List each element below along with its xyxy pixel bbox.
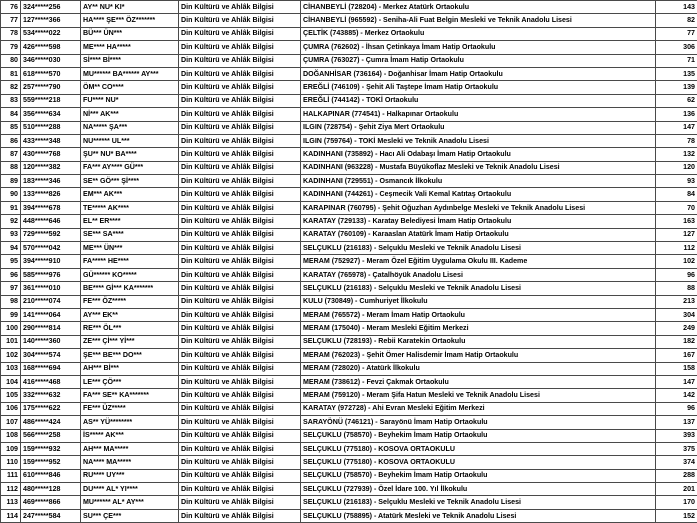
cell-count[interactable]: 375 [656, 442, 697, 455]
cell-subject[interactable]: Din Kültürü ve Ahlâk Bilgisi [179, 349, 301, 362]
cell-row-number[interactable]: 100 [1, 322, 21, 335]
cell-subject[interactable]: Din Kültürü ve Ahlâk Bilgisi [179, 295, 301, 308]
cell-subject[interactable]: Din Kültürü ve Ahlâk Bilgisi [179, 1, 301, 14]
cell-row-number[interactable]: 87 [1, 148, 21, 161]
cell-subject[interactable]: Din Kültürü ve Ahlâk Bilgisi [179, 456, 301, 469]
cell-subject[interactable]: Din Kültürü ve Ahlâk Bilgisi [179, 108, 301, 121]
cell-count[interactable]: 127 [656, 228, 697, 241]
cell-subject[interactable]: Din Kültürü ve Ahlâk Bilgisi [179, 41, 301, 54]
cell-subject[interactable]: Din Kültürü ve Ahlâk Bilgisi [179, 94, 301, 107]
cell-count[interactable]: 62 [656, 94, 697, 107]
cell-student-id[interactable]: 559*****218 [21, 94, 81, 107]
table-row[interactable] [1, 1, 697, 14]
cell-row-number[interactable]: 93 [1, 228, 21, 241]
cell-school[interactable]: DOĞANHİSAR (736164) - Doğanhisar İmam Hatip Ortaokulu [301, 67, 656, 80]
cell-student-id[interactable]: 304*****574 [21, 349, 81, 362]
cell-student-name[interactable]: ŞU** NU* BA**** [81, 148, 179, 161]
cell-school[interactable]: CİHANBEYLİ (965592) - Seniha-Ali Fuat Belgin Mesleki ve Teknik Anadolu Lisesi [301, 14, 656, 27]
cell-subject[interactable]: Din Kültürü ve Ahlâk Bilgisi [179, 509, 301, 522]
cell-count[interactable]: 163 [656, 215, 697, 228]
cell-student-name[interactable]: NU****** UL*** [81, 134, 179, 147]
cell-subject[interactable]: Din Kültürü ve Ahlâk Bilgisi [179, 175, 301, 188]
cell-subject[interactable]: Din Kültürü ve Ahlâk Bilgisi [179, 268, 301, 281]
cell-student-name[interactable]: EM*** AK*** [81, 188, 179, 201]
cell-student-name[interactable]: AY*** EK** [81, 308, 179, 321]
table-body [1, 1, 697, 523]
cell-school[interactable]: ÇUMRA (763027) - Çumra İmam Hatip Ortaokulu [301, 54, 656, 67]
cell-subject[interactable]: Din Kültürü ve Ahlâk Bilgisi [179, 442, 301, 455]
cell-student-name[interactable]: ZE*** Çİ*** Yİ*** [81, 335, 179, 348]
cell-school[interactable]: MERAM (752927) - Meram Özel Eğitim Uygulama Okulu III. Kademe [301, 255, 656, 268]
cell-count[interactable]: 136 [656, 108, 697, 121]
cell-count[interactable]: 102 [656, 255, 697, 268]
cell-student-id[interactable]: 534*****022 [21, 27, 81, 40]
table-row[interactable] [1, 362, 697, 375]
cell-subject[interactable]: Din Kültürü ve Ahlâk Bilgisi [179, 429, 301, 442]
cell-subject[interactable]: Din Kültürü ve Ahlâk Bilgisi [179, 228, 301, 241]
table-row[interactable] [1, 389, 697, 402]
table-row[interactable] [1, 148, 697, 161]
cell-student-name[interactable]: SU*** ÇE*** [81, 509, 179, 522]
cell-count[interactable]: 288 [656, 469, 697, 482]
cell-row-number[interactable]: 108 [1, 429, 21, 442]
cell-row-number[interactable]: 113 [1, 496, 21, 509]
cell-subject[interactable]: Din Kültürü ve Ahlâk Bilgisi [179, 483, 301, 496]
cell-subject[interactable]: Din Kültürü ve Ahlâk Bilgisi [179, 308, 301, 321]
cell-student-id[interactable]: 566*****258 [21, 429, 81, 442]
cell-student-id[interactable]: 426*****598 [21, 41, 81, 54]
table-row[interactable] [1, 282, 697, 295]
cell-row-number[interactable]: 107 [1, 416, 21, 429]
cell-subject[interactable]: Din Kültürü ve Ahlâk Bilgisi [179, 67, 301, 80]
cell-student-id[interactable]: 361*****010 [21, 282, 81, 295]
cell-student-name[interactable]: AH*** Bİ*** [81, 362, 179, 375]
cell-student-id[interactable]: 120*****382 [21, 161, 81, 174]
cell-subject[interactable]: Din Kültürü ve Ahlâk Bilgisi [179, 389, 301, 402]
cell-student-id[interactable]: 585*****976 [21, 268, 81, 281]
cell-student-id[interactable]: 448*****646 [21, 215, 81, 228]
cell-student-id[interactable]: 140*****360 [21, 335, 81, 348]
cell-row-number[interactable]: 81 [1, 67, 21, 80]
cell-count[interactable]: 374 [656, 456, 697, 469]
cell-student-name[interactable]: LE*** ÇÖ*** [81, 375, 179, 388]
cell-school[interactable]: SELÇUKLU (727939) - Özel İdare 100. Yıl İlkokulu [301, 483, 656, 496]
cell-subject[interactable]: Din Kültürü ve Ahlâk Bilgisi [179, 282, 301, 295]
cell-student-id[interactable]: 332*****632 [21, 389, 81, 402]
cell-school[interactable]: SELÇUKLU (216183) - Selçuklu Mesleki ve Teknik Anadolu Lisesi [301, 282, 656, 295]
cell-student-id[interactable]: 141*****064 [21, 308, 81, 321]
cell-subject[interactable]: Din Kültürü ve Ahlâk Bilgisi [179, 416, 301, 429]
cell-student-name[interactable]: FA*** SE** KA******* [81, 389, 179, 402]
cell-row-number[interactable]: 114 [1, 509, 21, 522]
cell-count[interactable]: 93 [656, 175, 697, 188]
cell-student-id[interactable]: 394*****678 [21, 201, 81, 214]
cell-row-number[interactable]: 95 [1, 255, 21, 268]
cell-student-id[interactable]: 247*****584 [21, 509, 81, 522]
cell-school[interactable]: KARATAY (765978) - Çatalhöyük Anadolu Lisesi [301, 268, 656, 281]
cell-student-name[interactable]: SE*** SA**** [81, 228, 179, 241]
cell-school[interactable]: KARATAY (760109) - Karaaslan Atatürk İmam Hatip Ortaokulu [301, 228, 656, 241]
table-row[interactable] [1, 335, 697, 348]
cell-row-number[interactable]: 94 [1, 242, 21, 255]
cell-student-id[interactable]: 356*****634 [21, 108, 81, 121]
cell-count[interactable]: 147 [656, 375, 697, 388]
table-row[interactable] [1, 322, 697, 335]
cell-student-id[interactable]: 430*****768 [21, 148, 81, 161]
cell-student-name[interactable]: İS***** AK*** [81, 429, 179, 442]
cell-count[interactable]: 152 [656, 509, 697, 522]
cell-row-number[interactable]: 86 [1, 134, 21, 147]
cell-count[interactable]: 137 [656, 416, 697, 429]
cell-student-name[interactable]: NA**** MA***** [81, 456, 179, 469]
table-row[interactable] [1, 121, 697, 134]
cell-subject[interactable]: Din Kültürü ve Ahlâk Bilgisi [179, 188, 301, 201]
cell-row-number[interactable]: 77 [1, 14, 21, 27]
table-row[interactable] [1, 255, 697, 268]
cell-subject[interactable]: Din Kültürü ve Ahlâk Bilgisi [179, 496, 301, 509]
cell-student-name[interactable]: FU**** NU* [81, 94, 179, 107]
cell-student-id[interactable]: 433*****348 [21, 134, 81, 147]
cell-school[interactable]: SELÇUKLU (216183) - Selçuklu Mesleki ve Teknik Anadolu Lisesi [301, 496, 656, 509]
cell-row-number[interactable]: 92 [1, 215, 21, 228]
cell-row-number[interactable]: 99 [1, 308, 21, 321]
cell-student-id[interactable]: 469*****866 [21, 496, 81, 509]
cell-row-number[interactable]: 89 [1, 175, 21, 188]
table-row[interactable] [1, 416, 697, 429]
cell-subject[interactable]: Din Kültürü ve Ahlâk Bilgisi [179, 54, 301, 67]
cell-subject[interactable]: Din Kültürü ve Ahlâk Bilgisi [179, 335, 301, 348]
cell-student-id[interactable]: 416*****468 [21, 375, 81, 388]
cell-subject[interactable]: Din Kültürü ve Ahlâk Bilgisi [179, 81, 301, 94]
cell-row-number[interactable]: 84 [1, 108, 21, 121]
cell-school[interactable]: KADINHANI (744261) - Ceşmecik Vali Kemal Katıtaş Ortaokulu [301, 188, 656, 201]
cell-row-number[interactable]: 88 [1, 161, 21, 174]
table-row[interactable] [1, 27, 697, 40]
cell-count[interactable]: 88 [656, 282, 697, 295]
cell-student-id[interactable]: 210*****074 [21, 295, 81, 308]
cell-student-id[interactable]: 510*****288 [21, 121, 81, 134]
cell-row-number[interactable]: 105 [1, 389, 21, 402]
table-row[interactable] [1, 54, 697, 67]
cell-row-number[interactable]: 109 [1, 442, 21, 455]
cell-count[interactable]: 139 [656, 81, 697, 94]
cell-subject[interactable]: Din Kültürü ve Ahlâk Bilgisi [179, 215, 301, 228]
cell-subject[interactable]: Din Kültürü ve Ahlâk Bilgisi [179, 242, 301, 255]
cell-school[interactable]: SELÇUKLU (216183) - Selçuklu Mesleki ve Teknik Anadolu Lisesi [301, 242, 656, 255]
cell-count[interactable]: 112 [656, 242, 697, 255]
cell-student-name[interactable]: AS** YÜ******** [81, 416, 179, 429]
cell-student-name[interactable]: Sİ**** Bİ**** [81, 54, 179, 67]
cell-subject[interactable]: Din Kültürü ve Ahlâk Bilgisi [179, 322, 301, 335]
cell-school[interactable]: ÇUMRA (762602) - İhsan Çetinkaya İmam Hatip Ortaokulu [301, 41, 656, 54]
table-row[interactable] [1, 429, 697, 442]
cell-student-id[interactable]: 290*****814 [21, 322, 81, 335]
table-row[interactable] [1, 509, 697, 522]
cell-student-id[interactable]: 168*****694 [21, 362, 81, 375]
cell-count[interactable]: 132 [656, 148, 697, 161]
cell-student-id[interactable]: 346*****030 [21, 54, 81, 67]
table-row[interactable] [1, 242, 697, 255]
table-row[interactable] [1, 188, 697, 201]
cell-school[interactable]: SARAYÖNÜ (746121) - Sarayönü İmam Hatip Ortaokulu [301, 416, 656, 429]
cell-school[interactable]: KADINHANI (963228) - Mustafa Büyükoflaz Mesleki ve Teknik Anadolu Lisesi [301, 161, 656, 174]
table-row[interactable] [1, 134, 697, 147]
cell-student-id[interactable]: 133*****826 [21, 188, 81, 201]
cell-row-number[interactable]: 80 [1, 54, 21, 67]
cell-row-number[interactable]: 101 [1, 335, 21, 348]
cell-count[interactable]: 78 [656, 134, 697, 147]
cell-student-name[interactable]: FA***** HE**** [81, 255, 179, 268]
cell-student-id[interactable]: 183*****346 [21, 175, 81, 188]
cell-subject[interactable]: Din Kültürü ve Ahlâk Bilgisi [179, 121, 301, 134]
cell-school[interactable]: ILGIN (728754) - Şehit Ziya Mert Ortaokulu [301, 121, 656, 134]
cell-subject[interactable]: Din Kültürü ve Ahlâk Bilgisi [179, 148, 301, 161]
cell-row-number[interactable]: 83 [1, 94, 21, 107]
cell-subject[interactable]: Din Kültürü ve Ahlâk Bilgisi [179, 134, 301, 147]
cell-student-id[interactable]: 610*****846 [21, 469, 81, 482]
cell-row-number[interactable]: 90 [1, 188, 21, 201]
cell-subject[interactable]: Din Kültürü ve Ahlâk Bilgisi [179, 362, 301, 375]
cell-school[interactable]: KADINHANI (729551) - Osmancık İlkokulu [301, 175, 656, 188]
cell-student-id[interactable]: 570*****042 [21, 242, 81, 255]
cell-school[interactable]: MERAM (759120) - Meram Şifa Hatun Mesleki ve Teknik Anadolu Lisesi [301, 389, 656, 402]
cell-row-number[interactable]: 103 [1, 362, 21, 375]
table-row[interactable] [1, 456, 697, 469]
table-row[interactable] [1, 268, 697, 281]
cell-student-id[interactable]: 486*****424 [21, 416, 81, 429]
cell-row-number[interactable]: 76 [1, 1, 21, 14]
table-row[interactable] [1, 228, 697, 241]
cell-student-name[interactable]: BÜ*** ÜN*** [81, 27, 179, 40]
cell-count[interactable]: 158 [656, 362, 697, 375]
cell-count[interactable]: 135 [656, 67, 697, 80]
cell-subject[interactable]: Din Kültürü ve Ahlâk Bilgisi [179, 375, 301, 388]
cell-school[interactable]: EREĞLİ (744142) - TOKİ Ortaokulu [301, 94, 656, 107]
cell-row-number[interactable]: 111 [1, 469, 21, 482]
cell-student-name[interactable]: GÜ****** KO***** [81, 268, 179, 281]
cell-row-number[interactable]: 98 [1, 295, 21, 308]
cell-row-number[interactable]: 97 [1, 282, 21, 295]
cell-row-number[interactable]: 78 [1, 27, 21, 40]
cell-school[interactable]: MERAM (765572) - Meram İmam Hatip Ortaokulu [301, 308, 656, 321]
cell-student-id[interactable]: 618*****570 [21, 67, 81, 80]
cell-student-name[interactable]: EL** ER**** [81, 215, 179, 228]
table-row[interactable] [1, 349, 697, 362]
cell-count[interactable]: 304 [656, 308, 697, 321]
table-row[interactable] [1, 215, 697, 228]
cell-student-name[interactable]: FE*** ÜZ***** [81, 402, 179, 415]
cell-count[interactable]: 96 [656, 402, 697, 415]
cell-school[interactable]: SELÇUKLU (758570) - Beyhekim İmam Hatip Ortaokulu [301, 469, 656, 482]
cell-student-name[interactable]: HA**** ŞE*** ÖZ******* [81, 14, 179, 27]
cell-count[interactable]: 142 [656, 389, 697, 402]
table-row[interactable] [1, 295, 697, 308]
cell-school[interactable]: MERAM (738612) - Fevzi Çakmak Ortaokulu [301, 375, 656, 388]
cell-school[interactable]: SELÇUKLU (758570) - Beyhekim İmam Hatip Ortaokulu [301, 429, 656, 442]
cell-student-name[interactable]: BE**** Gİ*** KA******* [81, 282, 179, 295]
cell-student-id[interactable]: 257*****790 [21, 81, 81, 94]
cell-subject[interactable]: Din Kültürü ve Ahlâk Bilgisi [179, 14, 301, 27]
table-row[interactable] [1, 108, 697, 121]
cell-school[interactable]: EREĞLİ (746109) - Şehit Ali Taştepe İmam Hatip Ortaokulu [301, 81, 656, 94]
cell-student-name[interactable]: DU**** AL* YI**** [81, 483, 179, 496]
cell-row-number[interactable]: 85 [1, 121, 21, 134]
cell-row-number[interactable]: 106 [1, 402, 21, 415]
cell-school[interactable]: KARATAY (972728) - Ahi Evran Mesleki Eğitim Merkezi [301, 402, 656, 415]
cell-count[interactable]: 306 [656, 41, 697, 54]
cell-row-number[interactable]: 104 [1, 375, 21, 388]
cell-student-name[interactable]: SE** GÖ*** Şİ**** [81, 175, 179, 188]
cell-school[interactable]: HALKAPINAR (774541) - Halkapınar Ortaokulu [301, 108, 656, 121]
cell-student-id[interactable]: 175*****622 [21, 402, 81, 415]
table-row[interactable] [1, 67, 697, 80]
cell-row-number[interactable]: 110 [1, 456, 21, 469]
cell-student-id[interactable]: 127*****366 [21, 14, 81, 27]
cell-row-number[interactable]: 112 [1, 483, 21, 496]
cell-school[interactable]: KARAPINAR (760795) - Şehit Oğuzhan Aydınbelge Mesleki ve Teknik Anadolu Lisesi [301, 201, 656, 214]
cell-student-name[interactable]: TE***** AK**** [81, 201, 179, 214]
cell-subject[interactable]: Din Kültürü ve Ahlâk Bilgisi [179, 161, 301, 174]
table-row[interactable] [1, 175, 697, 188]
cell-school[interactable]: MERAM (762023) - Şehit Ömer Halisdemir İmam Hatip Ortaokulu [301, 349, 656, 362]
cell-count[interactable]: 82 [656, 14, 697, 27]
cell-student-name[interactable]: ME*** ÜN*** [81, 242, 179, 255]
cell-count[interactable]: 71 [656, 54, 697, 67]
cell-school[interactable]: ILGIN (759764) - TOKİ Mesleki ve Teknik Anadolu Lisesi [301, 134, 656, 147]
cell-count[interactable]: 77 [656, 27, 697, 40]
cell-student-name[interactable]: MU****** AL* AY*** [81, 496, 179, 509]
table-row[interactable] [1, 496, 697, 509]
cell-school[interactable]: SELÇUKLU (728193) - Rebii Karatekin Ortaokulu [301, 335, 656, 348]
cell-subject[interactable]: Din Kültürü ve Ahlâk Bilgisi [179, 255, 301, 268]
cell-count[interactable]: 393 [656, 429, 697, 442]
cell-count[interactable]: 70 [656, 201, 697, 214]
table-row[interactable] [1, 161, 697, 174]
cell-student-name[interactable]: ME**** HA***** [81, 41, 179, 54]
cell-school[interactable]: SELÇUKLU (775180) - KOSOVA ORTAOKULU [301, 456, 656, 469]
cell-row-number[interactable]: 79 [1, 41, 21, 54]
cell-student-name[interactable]: AY** NU* KI* [81, 1, 179, 14]
cell-student-id[interactable]: 159*****932 [21, 442, 81, 455]
cell-school[interactable]: SELÇUKLU (758895) - Atatürk Mesleki ve Teknik Anadolu Lisesi [301, 509, 656, 522]
cell-student-id[interactable]: 480*****128 [21, 483, 81, 496]
cell-row-number[interactable]: 82 [1, 81, 21, 94]
table-row[interactable] [1, 41, 697, 54]
cell-row-number[interactable]: 91 [1, 201, 21, 214]
cell-count[interactable]: 143 [656, 1, 697, 14]
cell-row-number[interactable]: 102 [1, 349, 21, 362]
cell-student-name[interactable]: FE*** ÖZ***** [81, 295, 179, 308]
cell-student-name[interactable]: RE*** ÖL*** [81, 322, 179, 335]
table-row[interactable] [1, 442, 697, 455]
table-row[interactable] [1, 201, 697, 214]
cell-student-id[interactable]: 394*****910 [21, 255, 81, 268]
cell-school[interactable]: KULU (730849) - Cumhuriyet İlkokulu [301, 295, 656, 308]
cell-count[interactable]: 182 [656, 335, 697, 348]
cell-subject[interactable]: Din Kültürü ve Ahlâk Bilgisi [179, 469, 301, 482]
cell-student-name[interactable]: Nİ*** AK*** [81, 108, 179, 121]
table-row[interactable] [1, 14, 697, 27]
cell-subject[interactable]: Din Kültürü ve Ahlâk Bilgisi [179, 402, 301, 415]
cell-count[interactable]: 201 [656, 483, 697, 496]
cell-student-name[interactable]: FA*** AY**** GÜ*** [81, 161, 179, 174]
cell-subject[interactable]: Din Kültürü ve Ahlâk Bilgisi [179, 201, 301, 214]
cell-school[interactable]: SELÇUKLU (775180) - KOSOVA ORTAOKULU [301, 442, 656, 455]
cell-student-name[interactable]: NA***** ŞA*** [81, 121, 179, 134]
cell-school[interactable]: KADINHANI (735892) - Hacı Ali Odabaşı İmam Hatip Ortaokulu [301, 148, 656, 161]
cell-student-id[interactable]: 729*****592 [21, 228, 81, 241]
cell-count[interactable]: 147 [656, 121, 697, 134]
cell-row-number[interactable]: 96 [1, 268, 21, 281]
cell-student-name[interactable]: AH*** MA***** [81, 442, 179, 455]
cell-count[interactable]: 96 [656, 268, 697, 281]
cell-count[interactable]: 84 [656, 188, 697, 201]
cell-school[interactable]: KARATAY (729133) - Karatay Belediyesi İmam Hatip Ortaokulu [301, 215, 656, 228]
cell-school[interactable]: MERAM (175040) - Meram Mesleki Eğitim Merkezi [301, 322, 656, 335]
cell-count[interactable]: 170 [656, 496, 697, 509]
cell-count[interactable]: 249 [656, 322, 697, 335]
cell-count[interactable]: 167 [656, 349, 697, 362]
cell-count[interactable]: 213 [656, 295, 697, 308]
cell-school[interactable]: CİHANBEYLİ (728204) - Merkez Atatürk Ortaokulu [301, 1, 656, 14]
table-row[interactable] [1, 469, 697, 482]
cell-student-name[interactable]: ŞE*** BE*** DO*** [81, 349, 179, 362]
cell-student-name[interactable]: RU**** UY*** [81, 469, 179, 482]
cell-student-name[interactable]: MU****** BA****** AY*** [81, 67, 179, 80]
cell-student-id[interactable]: 324*****256 [21, 1, 81, 14]
table-row[interactable] [1, 402, 697, 415]
cell-school[interactable]: MERAM (728020) - Atatürk İlkokulu [301, 362, 656, 375]
table-row[interactable] [1, 94, 697, 107]
cell-count[interactable]: 120 [656, 161, 697, 174]
table-row[interactable] [1, 375, 697, 388]
cell-student-id[interactable]: 159*****952 [21, 456, 81, 469]
cell-school[interactable]: ÇELTİK (743885) - Merkez Ortaokulu [301, 27, 656, 40]
table-row[interactable] [1, 81, 697, 94]
cell-subject[interactable]: Din Kültürü ve Ahlâk Bilgisi [179, 27, 301, 40]
cell-student-name[interactable]: ÖM** CO**** [81, 81, 179, 94]
table-row[interactable] [1, 308, 697, 321]
